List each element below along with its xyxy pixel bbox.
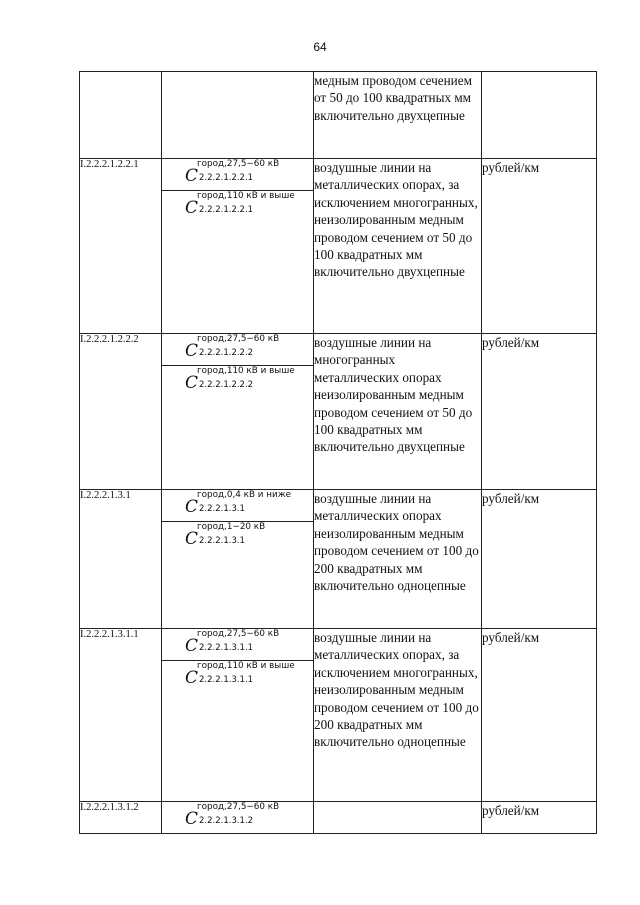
row-description: воздушные линии на многогранных металлических опорах неизолированным медным проводом сечением от 50 до 100 квадратных мм включительно двухцепные bbox=[314, 334, 482, 490]
formula bbox=[162, 366, 313, 397]
formula-subscript: 2.2.2.1.3.1 bbox=[199, 504, 245, 514]
formula-symbol: C bbox=[185, 373, 199, 393]
formula-superscript: город,110 кВ и выше bbox=[197, 191, 295, 201]
row-description: воздушные линии на металлических опорах неизолированным медным проводом сечением от 100 до 200 квадратных мм включительно одноцепные bbox=[314, 490, 482, 629]
row-description: медным проводом сечением от 50 до 100 квадратных мм включительно двухцепные bbox=[314, 72, 482, 159]
row-unit: рублей/км bbox=[482, 629, 597, 802]
row-unit: рублей/км bbox=[482, 802, 597, 834]
table-row bbox=[80, 802, 597, 834]
table-row bbox=[80, 159, 597, 334]
row-code: I.2.2.2.1.2.2.2 bbox=[80, 334, 162, 490]
formula-cell bbox=[162, 802, 314, 834]
formula-subscript: 2.2.2.1.3.1.2 bbox=[199, 816, 254, 826]
formula-subscript: 2.2.2.1.2.2.2 bbox=[199, 380, 254, 390]
formula-symbol: C bbox=[185, 497, 199, 517]
row-code: I.2.2.2.1.3.1.2 bbox=[80, 802, 162, 834]
table-row bbox=[80, 334, 597, 490]
formula-superscript: город,27,5−60 кВ bbox=[197, 802, 280, 812]
row-description: воздушные линии на металлических опорах, за исключением многогранных, неизолированным медным проводом сечением от 50 до 100 квадратных мм включительно двухцепные bbox=[314, 159, 482, 334]
formula-symbol: C bbox=[185, 166, 199, 186]
formula-superscript: город,1−20 кВ bbox=[197, 522, 266, 532]
formula-symbol: C bbox=[185, 636, 199, 656]
formula-subscript: 2.2.2.1.3.1 bbox=[199, 536, 245, 546]
row-code: I.2.2.2.1.2.2.1 bbox=[80, 159, 162, 334]
row-code: I.2.2.2.1.3.1.1 bbox=[80, 629, 162, 802]
page-number: 64 bbox=[313, 40, 327, 54]
formula-superscript: город,27,5−60 кВ bbox=[197, 159, 280, 169]
formula-cell bbox=[162, 334, 314, 490]
formula bbox=[162, 522, 313, 553]
formula bbox=[162, 802, 313, 833]
formula-cell bbox=[162, 72, 314, 159]
formula-subscript: 2.2.2.1.2.2.1 bbox=[199, 205, 254, 215]
formula-subscript: 2.2.2.1.3.1.1 bbox=[199, 643, 254, 653]
formula-subscript: 2.2.2.1.2.2.2 bbox=[199, 348, 254, 358]
table-row bbox=[80, 629, 597, 802]
formula-cell bbox=[162, 159, 314, 334]
formula-superscript: город,27,5−60 кВ bbox=[197, 629, 280, 639]
formula bbox=[162, 191, 313, 222]
formula bbox=[162, 629, 313, 661]
formula bbox=[162, 334, 313, 366]
formula bbox=[162, 159, 313, 191]
rates-table bbox=[79, 71, 597, 834]
formula bbox=[162, 490, 313, 522]
formula-superscript: город,0,4 кВ и ниже bbox=[197, 490, 292, 500]
table-row bbox=[80, 72, 597, 159]
formula-symbol: C bbox=[185, 198, 199, 218]
formula-cell bbox=[162, 490, 314, 629]
row-unit bbox=[482, 72, 597, 159]
formula-superscript: город,110 кВ и выше bbox=[197, 366, 295, 376]
formula-superscript: город,27,5−60 кВ bbox=[197, 334, 280, 344]
row-description: воздушные линии на металлических опорах, за исключением многогранных, неизолированным медным проводом сечением от 100 до 200 квадратных мм включительно одноцепные bbox=[314, 629, 482, 802]
formula-symbol: C bbox=[185, 341, 199, 361]
row-unit: рублей/км bbox=[482, 334, 597, 490]
formula-symbol: C bbox=[185, 809, 199, 829]
formula-symbol: C bbox=[185, 668, 199, 688]
row-code bbox=[80, 72, 162, 159]
row-unit: рублей/км bbox=[482, 490, 597, 629]
row-code: I.2.2.2.1.3.1 bbox=[80, 490, 162, 629]
formula bbox=[162, 661, 313, 692]
formula-symbol: C bbox=[185, 529, 199, 549]
formula-subscript: 2.2.2.1.2.2.1 bbox=[199, 173, 254, 183]
formula-superscript: город,110 кВ и выше bbox=[197, 661, 295, 671]
formula-subscript: 2.2.2.1.3.1.1 bbox=[199, 675, 254, 685]
formula-cell bbox=[162, 629, 314, 802]
table-row bbox=[80, 490, 597, 629]
row-description bbox=[314, 802, 482, 834]
row-unit: рублей/км bbox=[482, 159, 597, 334]
